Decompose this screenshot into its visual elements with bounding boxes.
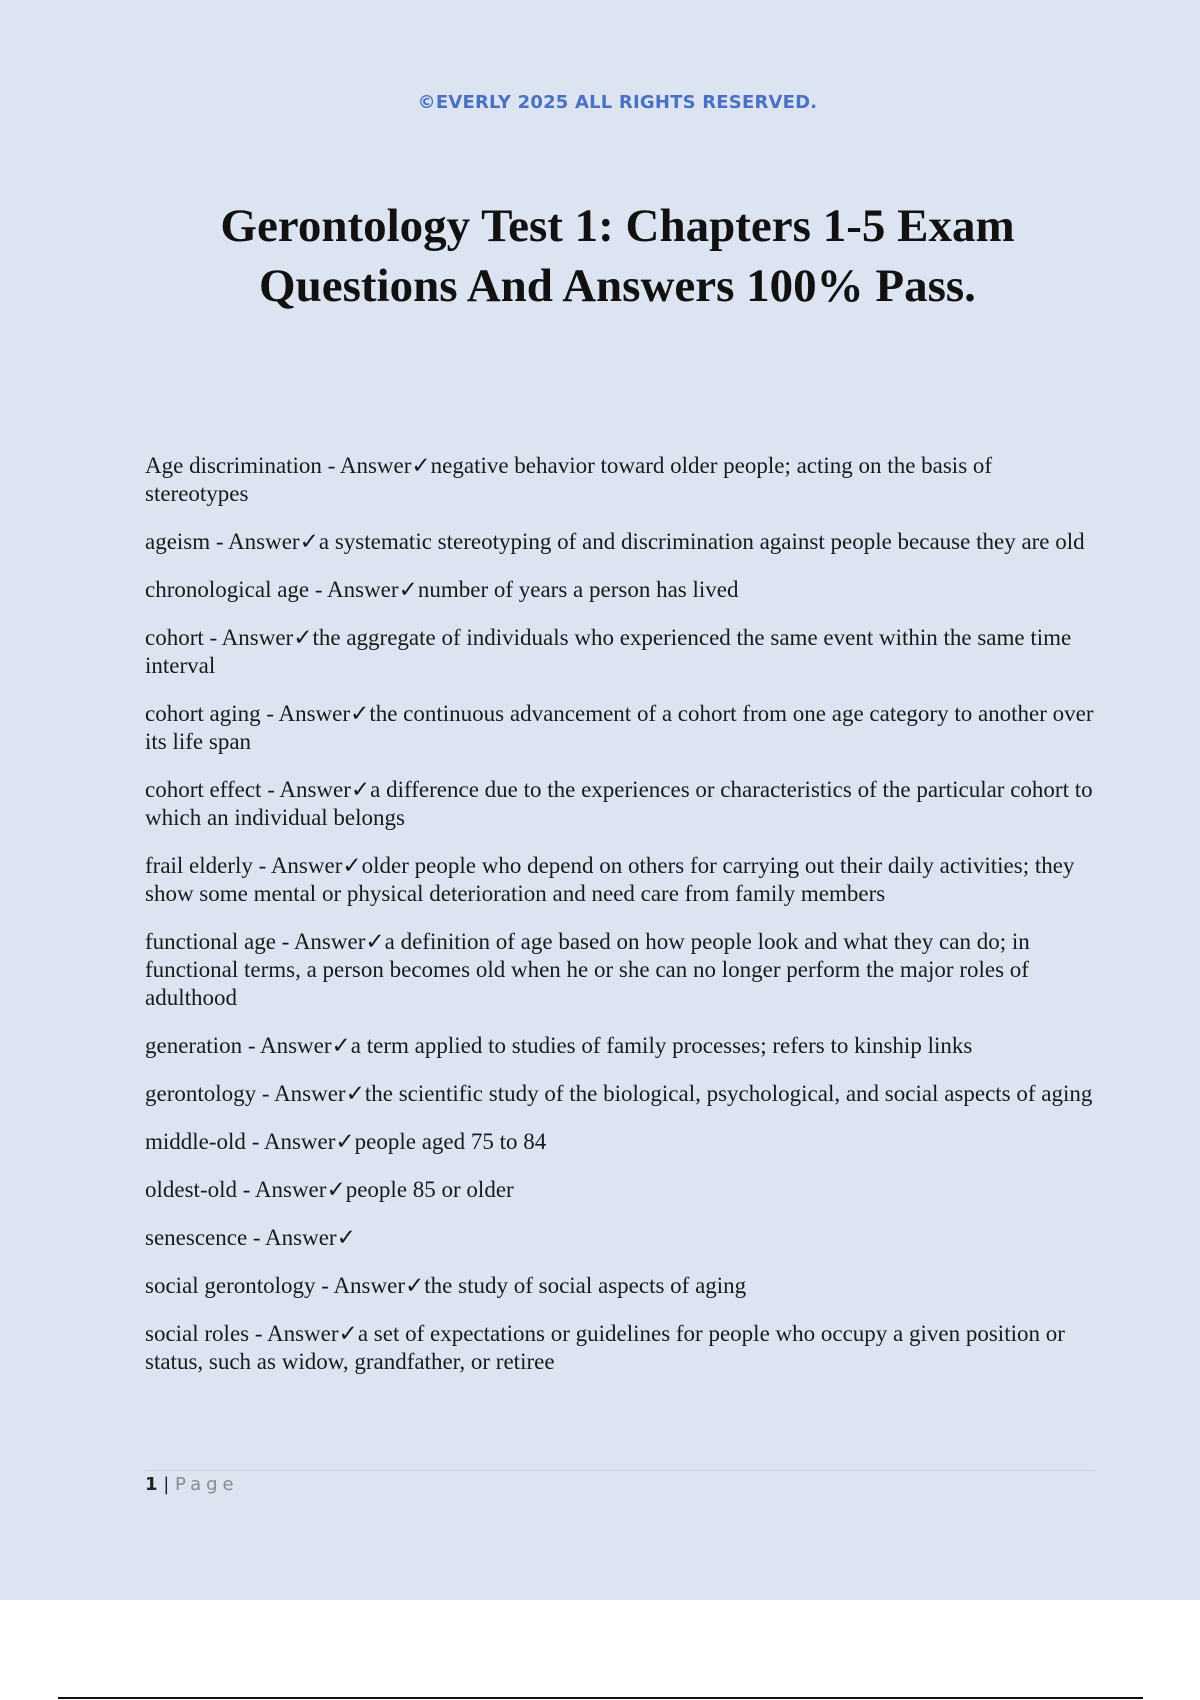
checkmark-icon: ✓ bbox=[293, 625, 313, 650]
checkmark-icon: ✓ bbox=[365, 929, 385, 954]
answer-label: Answer bbox=[270, 853, 343, 878]
entry-definition: people 85 or older bbox=[345, 1177, 514, 1202]
entry-term: senescence bbox=[145, 1225, 248, 1250]
entry-separator: - bbox=[247, 1225, 266, 1250]
qa-list bbox=[145, 452, 1095, 1396]
entry-definition: a set of expectations or guidelines for people who occupy a given position or status, such as widow, grandfather, or retiree bbox=[145, 1321, 1065, 1374]
entry-definition: older people who depend on others for carrying out their daily activities; they show some mental or physical deterioration and need care from family members bbox=[145, 853, 1075, 906]
copyright-notice: ©EVERLY 2025 ALL RIGHTS RESERVED. bbox=[417, 92, 818, 113]
qa-entry bbox=[145, 576, 1095, 604]
entry-separator: - bbox=[309, 577, 328, 602]
entry-term: Age discrimination bbox=[145, 453, 322, 478]
qa-entry bbox=[145, 776, 1095, 832]
page-footer bbox=[145, 1474, 239, 1495]
answer-label: Answer bbox=[265, 1225, 337, 1250]
entry-term: generation bbox=[145, 1033, 243, 1058]
answer-label: Answer bbox=[254, 1177, 327, 1202]
answer-label: Answer bbox=[228, 529, 300, 554]
qa-entry bbox=[145, 1272, 1095, 1300]
answer-label: Answer bbox=[267, 1321, 339, 1346]
entry-term: middle-old bbox=[145, 1129, 246, 1154]
qa-entry bbox=[145, 928, 1095, 1012]
entry-term: cohort aging bbox=[145, 701, 261, 726]
qa-entry bbox=[145, 700, 1095, 756]
answer-label: Answer bbox=[327, 577, 399, 602]
entry-separator: - bbox=[261, 777, 280, 802]
page-label: Page bbox=[175, 1474, 239, 1495]
entry-term: gerontology bbox=[145, 1081, 257, 1106]
checkmark-icon: ✓ bbox=[350, 701, 370, 726]
document-title bbox=[0, 196, 1200, 316]
qa-entry bbox=[145, 1128, 1095, 1156]
checkmark-icon: ✓ bbox=[299, 529, 319, 554]
checkmark-icon: ✓ bbox=[331, 1033, 351, 1058]
entry-term: cohort effect bbox=[145, 777, 262, 802]
footer-divider bbox=[145, 1470, 1095, 1471]
title-line-2: Questions And Answers 100% Pass. bbox=[259, 260, 976, 312]
entry-definition: negative behavior toward older people; acting on the basis of stereotypes bbox=[145, 453, 993, 506]
checkmark-icon: ✓ bbox=[398, 577, 418, 602]
entry-definition: the aggregate of individuals who experienced the same event within the same time interval bbox=[145, 625, 1072, 678]
page-number: 1 bbox=[145, 1474, 158, 1495]
checkmark-icon: ✓ bbox=[350, 777, 371, 802]
entry-definition: number of years a person has lived bbox=[417, 577, 739, 602]
entry-term: chronological age bbox=[145, 577, 310, 602]
checkmark-icon: ✓ bbox=[411, 453, 431, 478]
entry-definition: a systematic stereotyping of and discrimination against people because they are old bbox=[318, 529, 1085, 554]
entry-separator: - bbox=[321, 453, 340, 478]
entry-separator: - bbox=[249, 1321, 267, 1346]
qa-entry bbox=[145, 1176, 1095, 1204]
answer-label: Answer bbox=[274, 1081, 346, 1106]
entry-separator: - bbox=[252, 853, 271, 878]
entry-separator: - bbox=[260, 701, 279, 726]
entry-separator: - bbox=[237, 1177, 255, 1202]
entry-separator: - bbox=[256, 1081, 275, 1106]
checkmark-icon: ✓ bbox=[342, 853, 362, 878]
checkmark-icon: ✓ bbox=[345, 1081, 365, 1106]
bottom-divider bbox=[58, 1697, 1143, 1699]
answer-label: Answer bbox=[278, 701, 351, 726]
qa-entry bbox=[145, 1224, 1095, 1252]
entry-term: oldest-old bbox=[145, 1177, 237, 1202]
qa-entry bbox=[145, 1320, 1095, 1376]
answer-label: Answer bbox=[263, 1129, 336, 1154]
checkmark-icon: ✓ bbox=[336, 1225, 356, 1250]
entry-term: social gerontology bbox=[145, 1273, 316, 1298]
entry-separator: - bbox=[275, 929, 294, 954]
entry-definition: a term applied to studies of family processes; refers to kinship links bbox=[350, 1033, 973, 1058]
entry-definition: the continuous advancement of a cohort from one age category to another over its life span bbox=[145, 701, 1094, 754]
footer-divider-glyph: | bbox=[157, 1474, 176, 1495]
answer-label: Answer bbox=[339, 453, 412, 478]
entry-term: functional age bbox=[145, 929, 276, 954]
entry-term: ageism bbox=[145, 529, 211, 554]
entry-separator: - bbox=[245, 1129, 264, 1154]
checkmark-icon: ✓ bbox=[326, 1177, 346, 1202]
qa-entry bbox=[145, 624, 1095, 680]
entry-separator: - bbox=[210, 529, 229, 554]
entry-term: social roles bbox=[145, 1321, 250, 1346]
entry-separator: - bbox=[315, 1273, 334, 1298]
answer-label: Answer bbox=[221, 625, 294, 650]
answer-label: Answer bbox=[259, 1033, 332, 1058]
checkmark-icon: ✓ bbox=[404, 1273, 425, 1298]
answer-label: Answer bbox=[279, 777, 351, 802]
entry-separator: - bbox=[242, 1033, 260, 1058]
entry-term: frail elderly bbox=[145, 853, 253, 878]
entry-term: cohort bbox=[145, 625, 204, 650]
checkmark-icon: ✓ bbox=[338, 1321, 358, 1346]
qa-entry bbox=[145, 1080, 1095, 1108]
qa-entry bbox=[145, 852, 1095, 908]
entry-definition: people aged 75 to 84 bbox=[354, 1129, 547, 1154]
title-line-1: Gerontology Test 1: Chapters 1-5 Exam bbox=[220, 200, 1015, 252]
qa-entry bbox=[145, 528, 1095, 556]
entry-definition: a difference due to the experiences or characteristics of the particular cohort to which an individual belongs bbox=[145, 777, 1093, 830]
qa-entry bbox=[145, 1032, 1095, 1060]
entry-definition: the study of social aspects of aging bbox=[424, 1273, 747, 1298]
entry-definition: the scientific study of the biological, psychological, and social aspects of aging bbox=[364, 1081, 1093, 1106]
answer-label: Answer bbox=[333, 1273, 405, 1298]
entry-definition: a definition of age based on how people look and what they can do; in functional terms, a person becomes old when he or she can no longer perform the major roles of adulthood bbox=[145, 929, 1030, 1010]
answer-label: Answer bbox=[293, 929, 366, 954]
qa-entry bbox=[145, 452, 1095, 508]
entry-separator: - bbox=[203, 625, 222, 650]
checkmark-icon: ✓ bbox=[335, 1129, 355, 1154]
